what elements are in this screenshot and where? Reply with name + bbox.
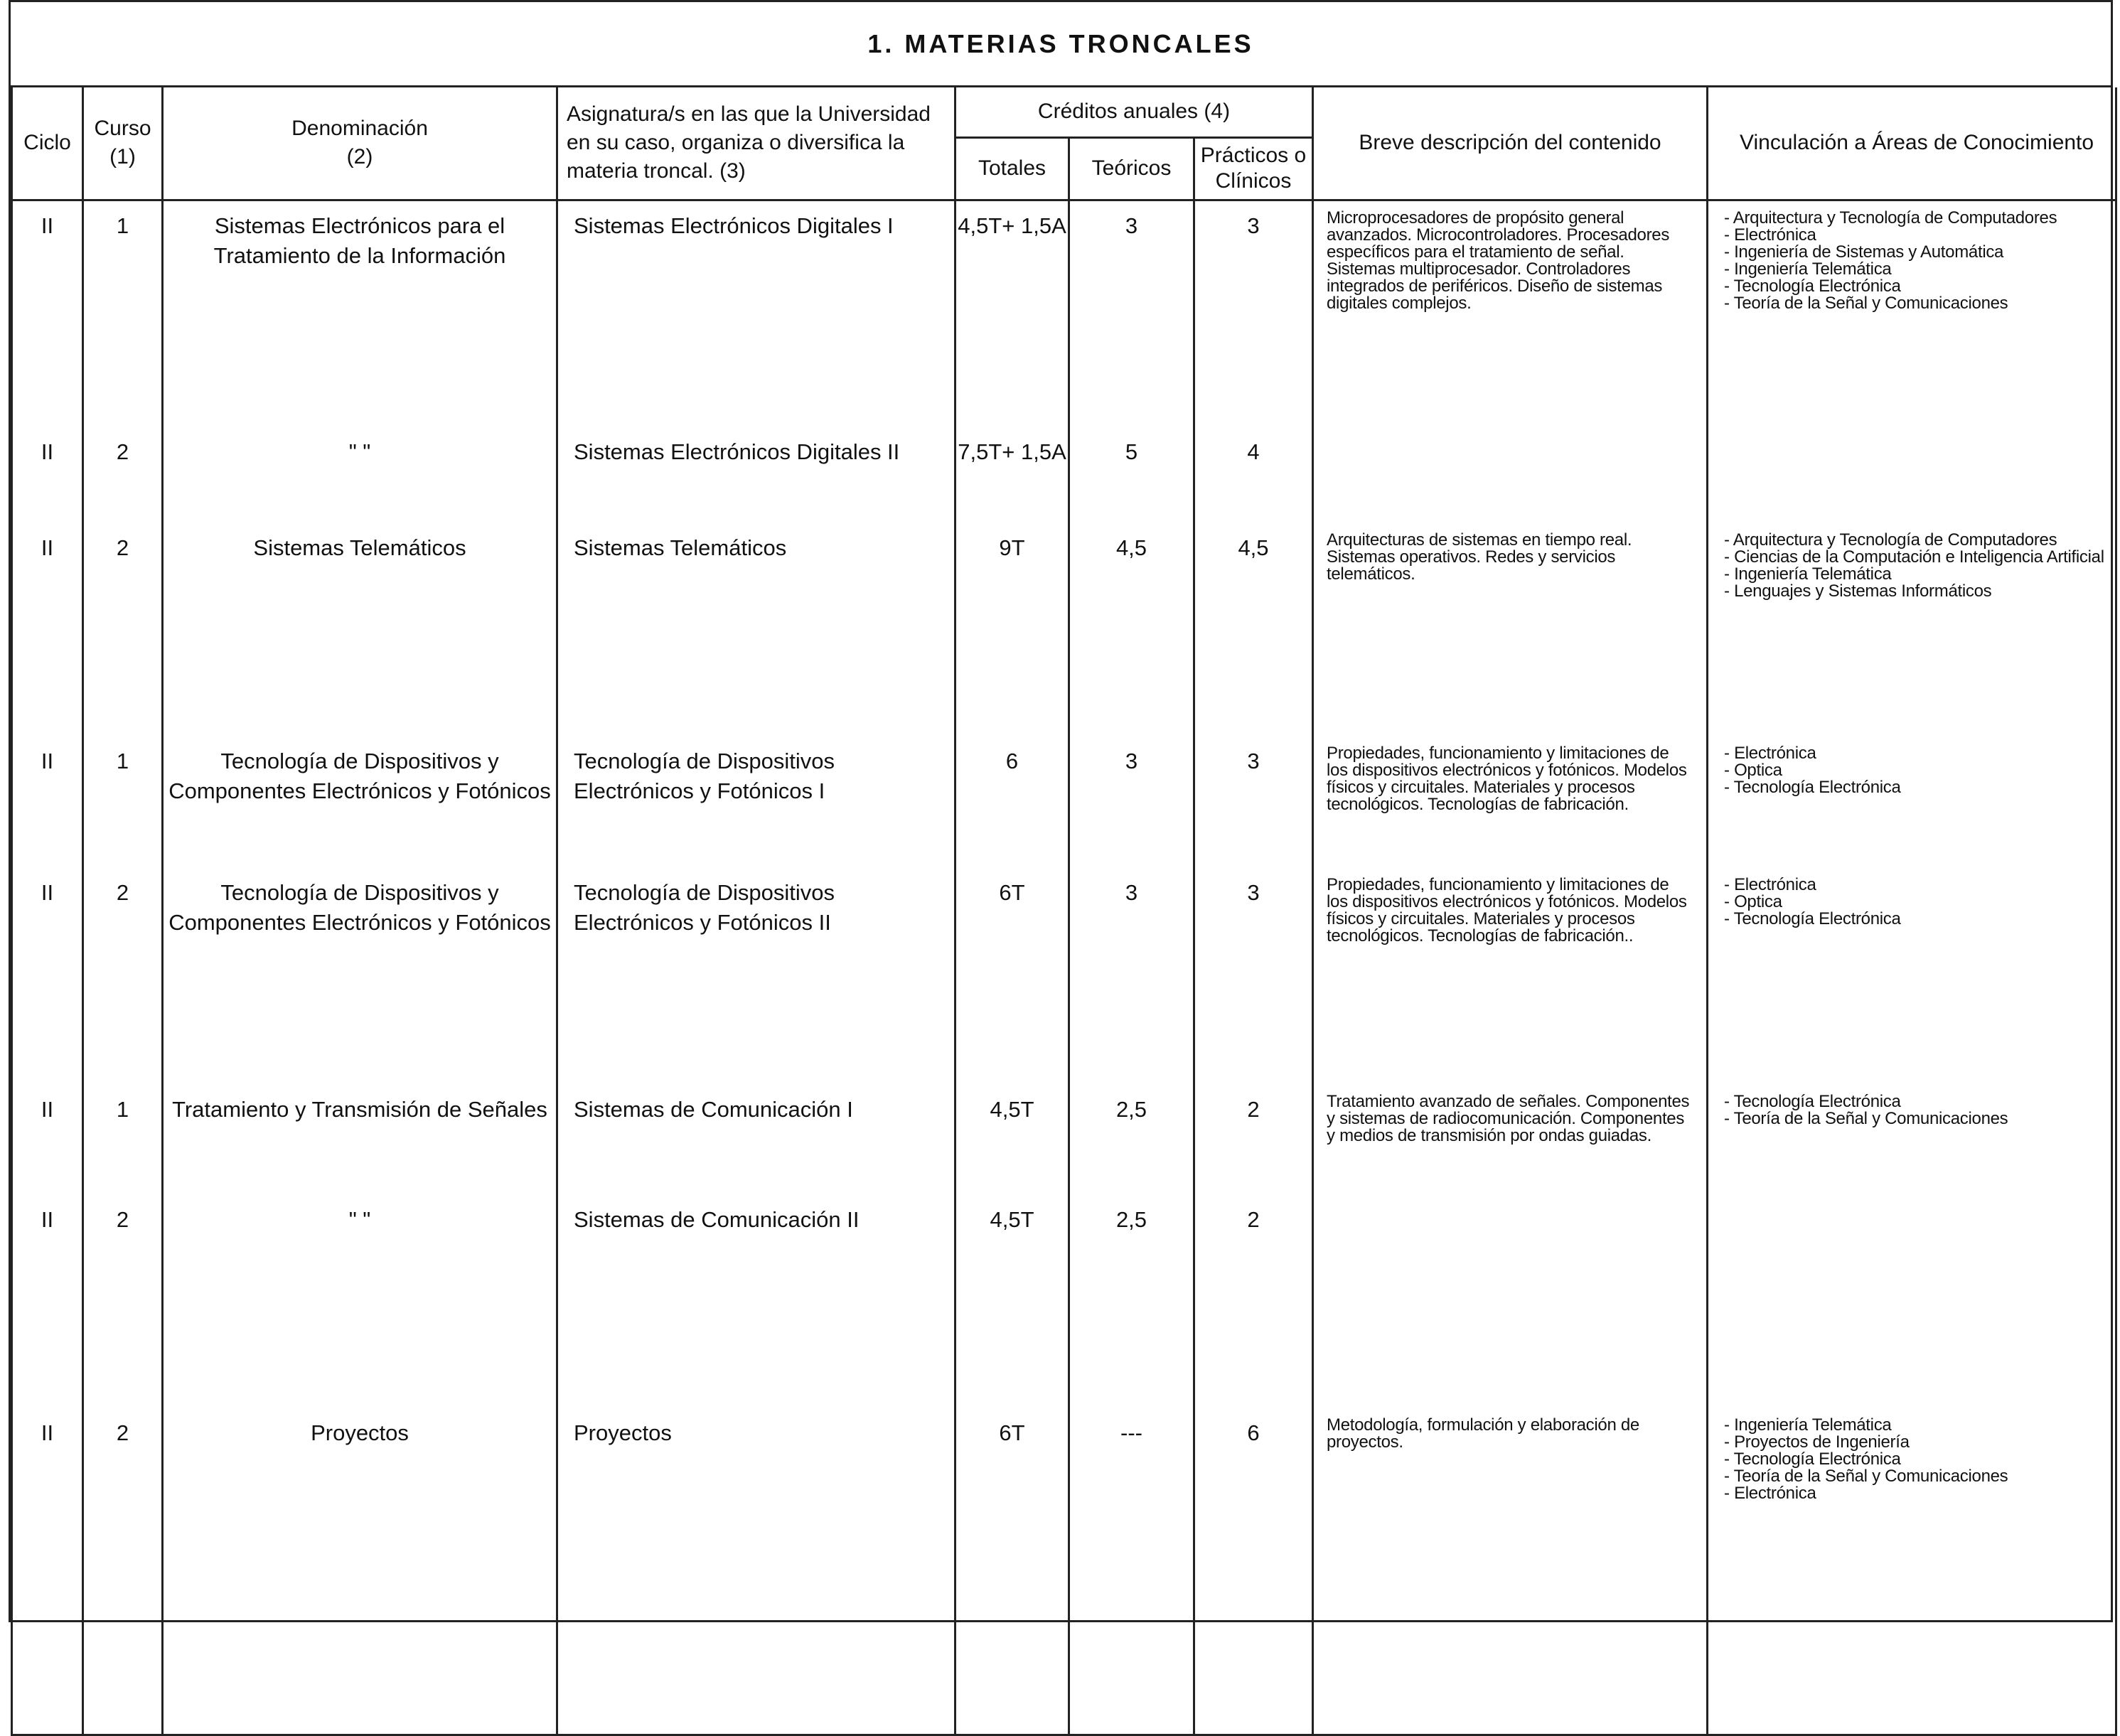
practicos: 3 <box>1247 213 1260 238</box>
totales-cell <box>955 1408 1069 1735</box>
descripcion <box>1314 1195 1706 1204</box>
totales: 4,5T <box>990 1097 1034 1122</box>
areas-cell <box>1708 523 2116 736</box>
area-item: - Optica <box>1724 762 2109 779</box>
ciclo-cell <box>12 200 83 427</box>
descripcion-cell <box>1313 868 1708 1085</box>
denominacion: Sistemas Telemáticos <box>253 535 466 560</box>
totales-cell <box>955 200 1069 427</box>
asignatura: Sistemas Telemáticos <box>574 535 787 560</box>
header-curso: Curso (1) <box>83 87 163 200</box>
curso: 2 <box>116 1420 129 1445</box>
practicos-cell <box>1194 1408 1313 1735</box>
curso-cell <box>83 1408 163 1735</box>
teoricos: --- <box>1120 1420 1142 1445</box>
totales: 6T <box>999 880 1025 905</box>
descripcion: Propiedades, funcionamiento y limitaciones de los dispositivos electrónicos y fotónicos. Modelos físicos y circuitales. Materiales y procesos tecnológicos. Tecnologías de fabricación.. <box>1327 875 1687 945</box>
area-item: - Ingeniería Telemática <box>1724 261 2109 278</box>
area-item: - Teoría de la Señal y Comunicaciones <box>1724 1110 2109 1127</box>
header-ciclo: Ciclo <box>12 87 83 200</box>
practicos: 4 <box>1247 439 1260 464</box>
ciclo-cell <box>12 523 83 736</box>
teoricos: 2,5 <box>1115 1097 1147 1122</box>
curso: 2 <box>116 439 129 464</box>
asignatura-cell <box>557 1085 955 1195</box>
areas-list <box>1708 868 2115 928</box>
ciclo: II <box>41 880 54 905</box>
asignatura: Sistemas de Comunicación I <box>574 1097 853 1122</box>
descripcion-cell <box>1313 523 1708 736</box>
ciclo: II <box>41 213 54 238</box>
ciclo-cell <box>12 736 83 868</box>
totales: 6 <box>1005 749 1019 773</box>
asignatura: Sistemas Electrónicos Digitales II <box>574 439 900 464</box>
practicos: 3 <box>1247 749 1260 773</box>
totales-cell <box>955 427 1069 523</box>
area-item: - Tecnología Electrónica <box>1724 779 2109 796</box>
ciclo-cell <box>12 1408 83 1735</box>
denominacion-cell <box>163 736 557 868</box>
area-item: - Ingeniería Telemática <box>1724 566 2109 583</box>
areas-list <box>1708 736 2115 796</box>
area-item: - Arquitectura y Tecnología de Computadores <box>1724 210 2109 227</box>
area-item: - Arquitectura y Tecnología de Computadores <box>1724 532 2109 549</box>
descripcion: Propiedades, funcionamiento y limitaciones de los dispositivos electrónicos y fotónicos. Modelos físicos y circuitales. Materiales y procesos tecnológicos. Tecnologías de fabricación. <box>1327 744 1687 814</box>
practicos-cell <box>1194 523 1313 736</box>
teoricos-cell <box>1069 1408 1194 1735</box>
teoricos-cell <box>1069 1195 1194 1408</box>
table-row <box>12 1085 2116 1195</box>
header-vinculacion: Vinculación a Áreas de Conocimiento <box>1708 87 2116 200</box>
asignatura-cell <box>557 427 955 523</box>
denominacion: Tecnología de Dispositivos y Componentes Electrónicos y Fotónicos <box>168 749 551 803</box>
table-row <box>12 868 2116 1085</box>
curso: 2 <box>116 535 129 560</box>
ciclo: II <box>41 1097 54 1122</box>
header-practicos: Prácticos o Clínicos <box>1194 137 1313 200</box>
curso-cell <box>83 200 163 427</box>
curso: 1 <box>116 749 129 773</box>
header-teoricos: Teóricos <box>1069 137 1194 200</box>
curso-cell <box>83 736 163 868</box>
curso-cell <box>83 523 163 736</box>
area-item: - Tecnología Electrónica <box>1724 911 2109 928</box>
practicos-cell <box>1194 427 1313 523</box>
area-item: - Electrónica <box>1724 1485 2109 1502</box>
asignatura: Tecnología de Dispositivos Electrónicos y Fotónicos I <box>574 749 835 803</box>
areas-cell <box>1708 1195 2116 1408</box>
denominacion-cell <box>163 200 557 427</box>
teoricos: 2,5 <box>1115 1207 1147 1232</box>
denominacion-cell <box>163 1195 557 1408</box>
practicos-cell <box>1194 200 1313 427</box>
asignatura-cell <box>557 523 955 736</box>
totales: 4,5T+ 1,5A <box>958 213 1066 238</box>
descripcion: Metodología, formulación y elaboración de proyectos. <box>1327 1415 1639 1452</box>
area-item: - Proyectos de Ingeniería <box>1724 1434 2109 1451</box>
table-row <box>12 427 2116 523</box>
totales-cell <box>955 1195 1069 1408</box>
teoricos-cell <box>1069 1085 1194 1195</box>
teoricos-cell <box>1069 736 1194 868</box>
descripcion: Arquitecturas de sistemas en tiempo real. Sistemas operativos. Redes y servicios telemáticos. <box>1327 530 1632 584</box>
denominacion-cell <box>163 427 557 523</box>
curso-cell <box>83 1085 163 1195</box>
areas-list <box>1708 427 2115 436</box>
teoricos: 4,5 <box>1115 535 1147 560</box>
ciclo: II <box>41 535 54 560</box>
totales-cell <box>955 523 1069 736</box>
table-row <box>12 523 2116 736</box>
area-item: - Lenguajes y Sistemas Informáticos <box>1724 583 2109 600</box>
title-bar <box>11 2 2111 87</box>
descripcion-cell <box>1313 1085 1708 1195</box>
area-item: - Ingeniería de Sistemas y Automática <box>1724 244 2109 261</box>
asignatura: Sistemas de Comunicación II <box>574 1207 860 1232</box>
practicos-cell <box>1194 1195 1313 1408</box>
curso: 2 <box>116 1207 129 1232</box>
areas-list <box>1708 1085 2115 1127</box>
asignatura-cell <box>557 736 955 868</box>
denominacion-cell <box>163 1408 557 1735</box>
area-item: - Tecnología Electrónica <box>1724 1451 2109 1468</box>
document-sheet <box>9 0 2113 1622</box>
practicos: 3 <box>1247 880 1260 905</box>
descripcion-cell <box>1313 427 1708 523</box>
area-item: - Electrónica <box>1724 877 2109 894</box>
denominacion: " " <box>348 439 371 464</box>
page-title: 1. MATERIAS TRONCALES <box>867 28 1254 58</box>
table-body <box>12 200 2116 1735</box>
asignatura-cell <box>557 868 955 1085</box>
practicos: 4,5 <box>1238 535 1269 560</box>
descripcion-cell <box>1313 1408 1708 1735</box>
table-row <box>12 200 2116 427</box>
header-asignatura: Asignatura/s en las que la Universidad en su caso, organiza o diversifica la materia troncal. (3) <box>557 87 955 200</box>
asignatura: Tecnología de Dispositivos Electrónicos y Fotónicos II <box>574 880 835 935</box>
asignatura: Proyectos <box>574 1420 672 1445</box>
teoricos: 3 <box>1125 749 1138 773</box>
area-item: - Tecnología Electrónica <box>1724 1093 2109 1110</box>
area-item: - Tecnología Electrónica <box>1724 278 2109 295</box>
practicos: 6 <box>1247 1420 1260 1445</box>
area-item: - Ingeniería Telemática <box>1724 1417 2109 1434</box>
asignatura-cell <box>557 1195 955 1408</box>
areas-list <box>1708 1408 2115 1502</box>
area-item: - Ciencias de la Computación e Inteligencia Artificial <box>1724 549 2109 566</box>
asignatura-cell <box>557 200 955 427</box>
descripcion-cell <box>1313 736 1708 868</box>
areas-cell <box>1708 1085 2116 1195</box>
denominacion: Proyectos <box>311 1420 409 1445</box>
ciclo: II <box>41 749 54 773</box>
area-item: - Teoría de la Señal y Comunicaciones <box>1724 1468 2109 1485</box>
denominacion: Tratamiento y Transmisión de Señales <box>172 1097 547 1122</box>
areas-cell <box>1708 868 2116 1085</box>
teoricos: 3 <box>1125 880 1138 905</box>
practicos: 2 <box>1247 1097 1260 1122</box>
denominacion-cell <box>163 868 557 1085</box>
curso-cell <box>83 1195 163 1408</box>
materias-table <box>11 87 2117 1736</box>
curso: 1 <box>116 213 129 238</box>
denominacion-cell <box>163 1085 557 1195</box>
areas-list <box>1708 523 2115 600</box>
practicos: 2 <box>1247 1207 1260 1232</box>
totales-cell <box>955 1085 1069 1195</box>
curso: 1 <box>116 1097 129 1122</box>
areas-list <box>1708 1195 2115 1204</box>
ciclo-cell <box>12 868 83 1085</box>
asignatura: Sistemas Electrónicos Digitales I <box>574 213 894 238</box>
header-descripcion: Breve descripción del contenido <box>1313 87 1708 200</box>
header-creditos: Créditos anuales (4) <box>955 87 1313 137</box>
area-item: - Electrónica <box>1724 227 2109 244</box>
practicos-cell <box>1194 868 1313 1085</box>
ciclo: II <box>41 1207 54 1232</box>
table-row <box>12 1195 2116 1408</box>
descripcion: Microprocesadores de propósito general avanzados. Microcontroladores. Procesadores específicos para el tratamiento de señal. Sistemas multiprocesador. Controladores integrados de periféricos. Diseño de sistemas digitales complejos. <box>1327 208 1670 313</box>
teoricos-cell <box>1069 868 1194 1085</box>
totales-cell <box>955 868 1069 1085</box>
curso-cell <box>83 868 163 1085</box>
areas-list <box>1708 201 2115 312</box>
table-row <box>12 736 2116 868</box>
descripcion-cell <box>1313 1195 1708 1408</box>
denominacion: Tecnología de Dispositivos y Componentes Electrónicos y Fotónicos <box>168 880 551 935</box>
totales: 7,5T+ 1,5A <box>958 439 1066 464</box>
teoricos: 5 <box>1125 439 1138 464</box>
descripcion: Tratamiento avanzado de señales. Componentes y sistemas de radiocomunicación. Componentes y medios de transmisión por ondas guiadas. <box>1327 1092 1690 1145</box>
denominacion-cell <box>163 523 557 736</box>
teoricos-cell <box>1069 200 1194 427</box>
ciclo-cell <box>12 427 83 523</box>
area-item: - Teoría de la Señal y Comunicaciones <box>1724 295 2109 312</box>
areas-cell <box>1708 1408 2116 1735</box>
asignatura-cell <box>557 1408 955 1735</box>
table-row <box>12 1408 2116 1735</box>
areas-cell <box>1708 200 2116 427</box>
denominacion: Sistemas Electrónicos para el Tratamiento de la Información <box>213 213 506 268</box>
totales-cell <box>955 736 1069 868</box>
ciclo-cell <box>12 1195 83 1408</box>
denominacion: " " <box>348 1207 371 1232</box>
teoricos: 3 <box>1125 213 1138 238</box>
header-denominacion: Denominación (2) <box>163 87 557 200</box>
areas-cell <box>1708 736 2116 868</box>
curso-cell <box>83 427 163 523</box>
totales: 4,5T <box>990 1207 1034 1232</box>
ciclo-cell <box>12 1085 83 1195</box>
header-totales: Totales <box>955 137 1069 200</box>
totales: 6T <box>999 1420 1025 1445</box>
totales: 9T <box>999 535 1025 560</box>
ciclo: II <box>41 1420 54 1445</box>
curso: 2 <box>116 880 129 905</box>
areas-cell <box>1708 427 2116 523</box>
area-item: - Optica <box>1724 894 2109 911</box>
ciclo: II <box>41 439 54 464</box>
descripcion-cell <box>1313 200 1708 427</box>
teoricos-cell <box>1069 523 1194 736</box>
practicos-cell <box>1194 736 1313 868</box>
descripcion <box>1314 427 1706 436</box>
teoricos-cell <box>1069 427 1194 523</box>
practicos-cell <box>1194 1085 1313 1195</box>
area-item: - Electrónica <box>1724 745 2109 762</box>
